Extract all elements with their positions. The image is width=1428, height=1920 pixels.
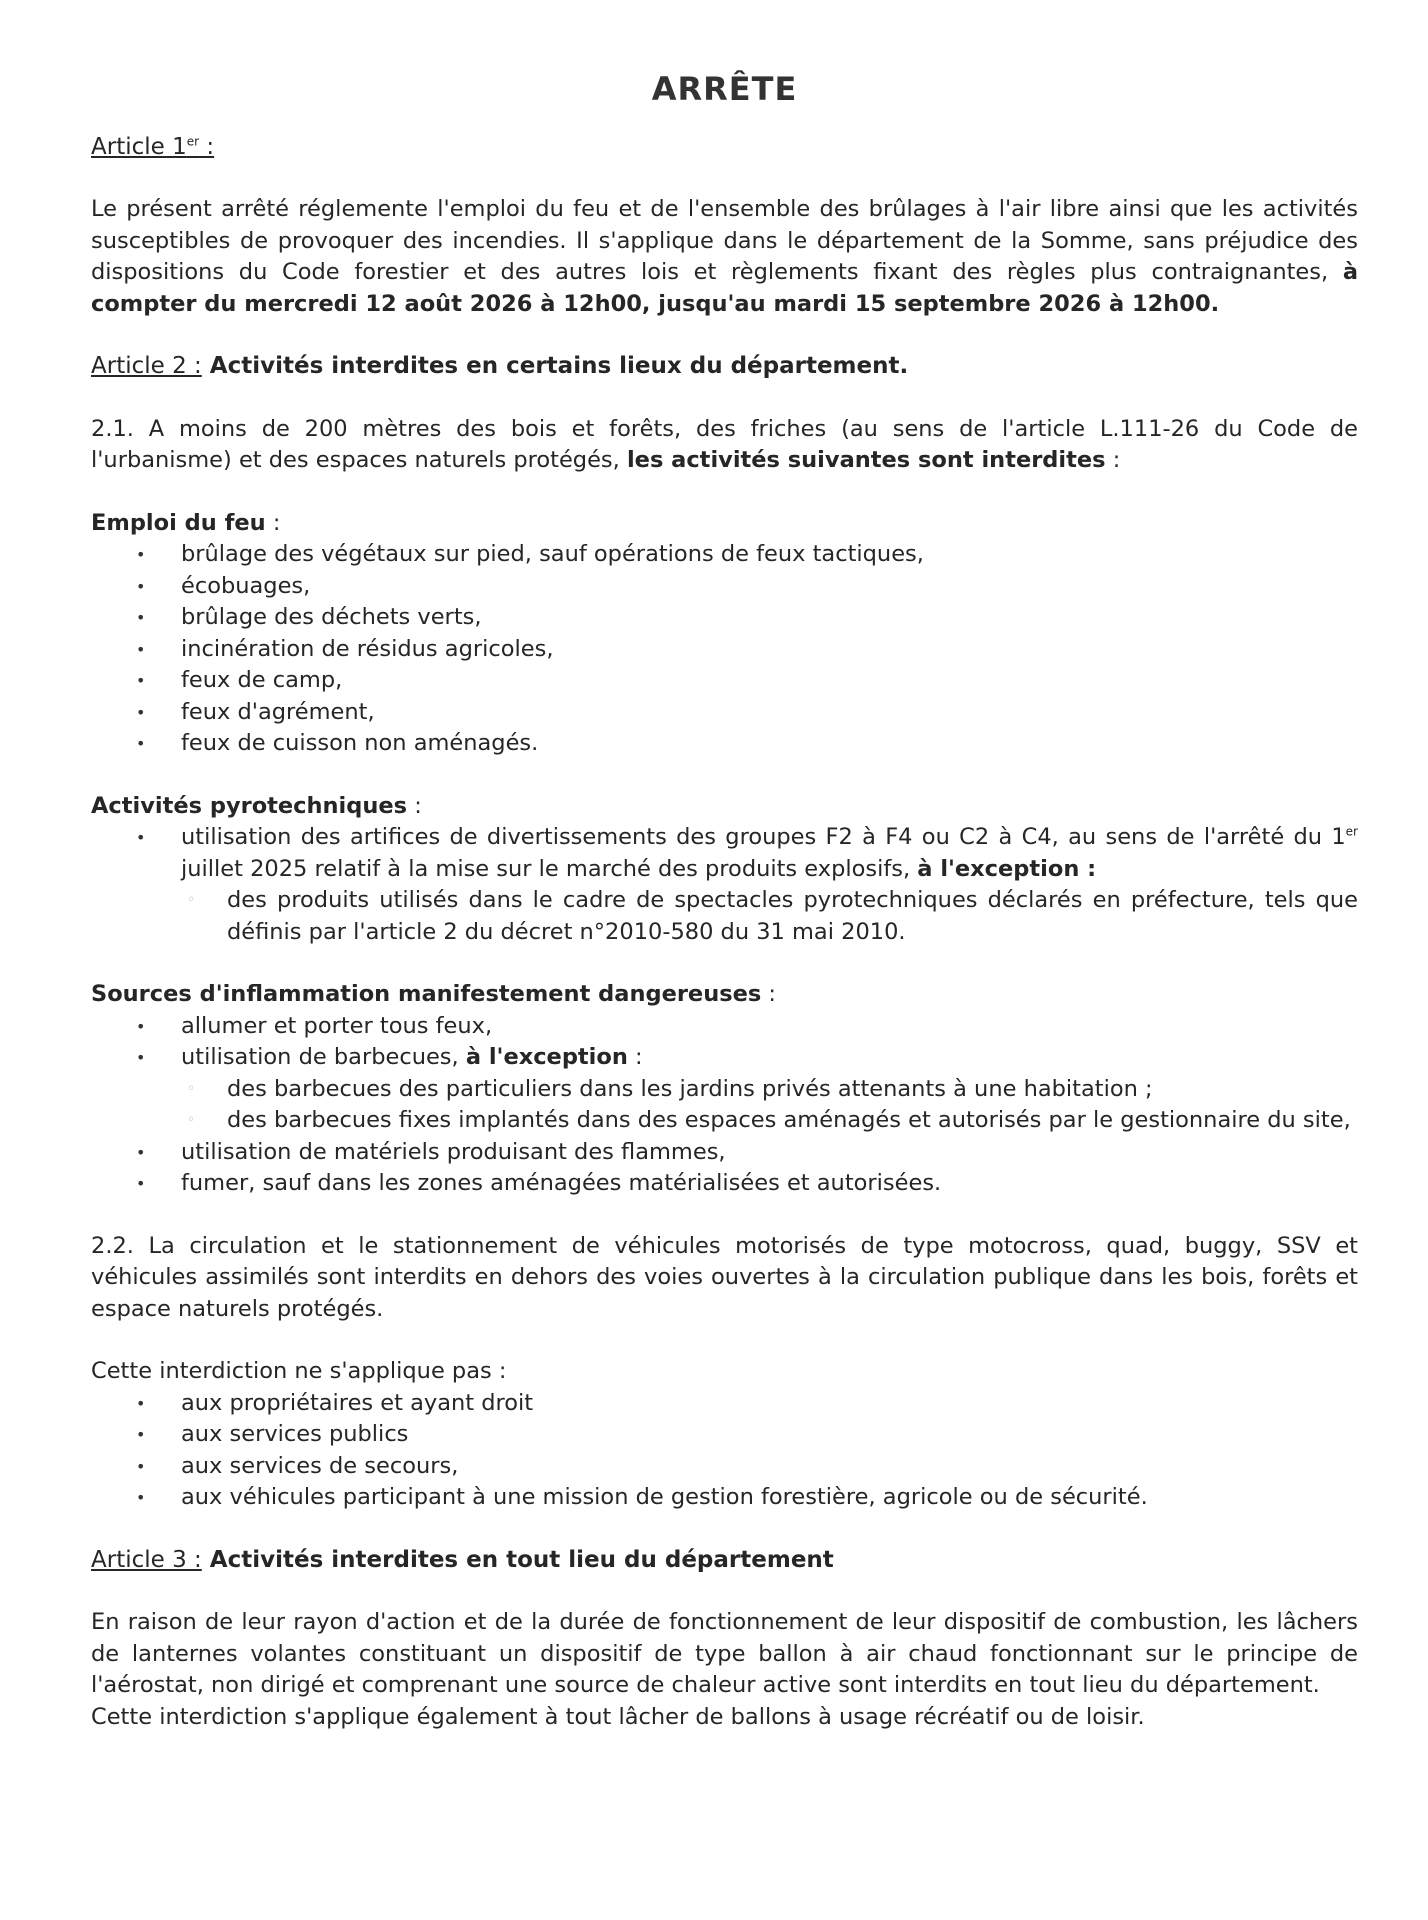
pyro-item-text: utilisation des artifices de divertissements des groupes F2 à F4 ou C2 à C4, au sens de l'arrêté du 1: [181, 824, 1346, 850]
pyro-item-middle: juillet 2025 relatif à la mise sur le marché des produits explosifs,: [181, 855, 918, 882]
sources-list-a: [91, 1011, 1358, 1074]
article2-heading: [91, 351, 1358, 383]
list-item: • brûlage des déchets verts,: [91, 602, 1358, 634]
list-item: • feux de cuisson non aménagés.: [91, 728, 1358, 760]
sources-sublist: [91, 1074, 1358, 1137]
pyro-item-sup: er: [1345, 824, 1358, 839]
list-item: [91, 822, 1358, 885]
sources-heading: [91, 979, 1358, 1011]
spacer: [91, 477, 1358, 508]
article1-paragraph: [91, 194, 1358, 320]
list-item: • aux services de secours,: [91, 1451, 1358, 1483]
sources-heading-suffix: :: [761, 981, 776, 1007]
list-item: • feux d'agrément,: [91, 697, 1358, 729]
list-item: • aux véhicules participant à une mission de gestion forestière, agricole ou de sécurité.: [91, 1482, 1358, 1514]
article1-heading-sup: er: [186, 133, 200, 148]
article1-heading-suffix: :: [199, 133, 215, 160]
sub-list-item: ◦ des barbecues fixes implantés dans des espaces aménagés et autorisés par le gestionnaire du site,: [91, 1105, 1358, 1137]
exception-list: [91, 1388, 1358, 1514]
article1-heading: [91, 132, 1358, 164]
list-item: • fumer, sauf dans les zones aménagées matérialisées et autorisées.: [91, 1168, 1358, 1200]
article3-paragraph: En raison de leur rayon d'action et de la durée de fonctionnement de leur dispositif de combustion, les lâchers de lanternes volantes constituant un dispositif de type ballon à air chaud fonctionnant sur le principe de l'aérostat, non dirigé et comprenant une source de chaleur active sont interdits en tout lieu du département.: [91, 1609, 1358, 1698]
emploi-feu-list: [91, 539, 1358, 760]
pyro-heading-suffix: :: [407, 792, 422, 819]
article2-heading-text: Activités interdites en certains lieux du département.: [201, 353, 909, 379]
sub-list-item: ◦ des produits utilisés dans le cadre de spectacles pyrotechniques déclarés en préfecture, tels que définis par l'article 2 du décret n°2010-580 du 31 mai 2010.: [91, 885, 1358, 948]
article1-heading-label: [91, 134, 214, 160]
article1-text: Le présent arrêté réglemente l'emploi du feu et de l'ensemble des brûlages à l'air libre ainsi que les activités susceptibles de provoquer des incendies. Il s'applique dans le département de la Somme, sans préjudice des dispositions du Code forestier et des autres lois et règlements fixant des règles plus contraignantes,: [91, 196, 1358, 285]
sources-list-b: [91, 1137, 1358, 1200]
pyro-list: [91, 822, 1358, 885]
spacer: [91, 383, 1358, 414]
article1-dates: à compter du mercredi 12 août 2026 à 12h00, jusqu'au mardi 15 septembre 2026 à 12h00.: [91, 259, 1358, 317]
list-item: • utilisation de matériels produisant des flammes,: [91, 1137, 1358, 1169]
pyro-heading-text: Activités pyrotechniques: [91, 792, 408, 819]
spacer: [91, 1514, 1358, 1545]
document-title: ARRÊTE: [651, 70, 798, 108]
emploi-feu-heading: [91, 508, 1358, 540]
article2-heading-label: Article 2 :: [91, 353, 202, 379]
article2-1-after: :: [1105, 447, 1121, 473]
article2-1-text: 2.1. A moins de 200 mètres des bois et forêts, des friches (au sens de l'article L.111-26 du Code de l'urbanisme) et des espaces naturels protégés,: [91, 415, 1358, 473]
article3-heading-label: Article 3 :: [91, 1546, 202, 1573]
sources-item2-text: utilisation de barbecues,: [181, 1044, 466, 1070]
list-item: • aux services publics: [91, 1419, 1358, 1451]
sources-item2-after: :: [627, 1044, 643, 1070]
pyro-heading: [91, 791, 1358, 823]
spacer: [91, 1325, 1358, 1356]
sources-item2-exception: à l'exception: [465, 1044, 628, 1070]
spacer: [91, 320, 1358, 351]
spacer: [91, 163, 1358, 194]
article3-paragraph-2: Cette interdiction s'applique également à tout lâcher de ballons à usage récréatif ou de loisir.: [91, 1703, 1145, 1730]
spacer: [91, 948, 1358, 979]
article2-2-paragraph: 2.2. La circulation et le stationnement de véhicules motorisés de type motocross, quad, buggy, SSV et véhicules assimilés sont interdits en dehors des voies ouvertes à la circulation publique dans les bois, forêts et espace naturels protégés.: [91, 1232, 1358, 1322]
article2-1-paragraph: [91, 414, 1358, 477]
list-item: • incinération de résidus agricoles,: [91, 634, 1358, 666]
list-item: • écobuages,: [91, 571, 1358, 603]
spacer: [91, 1576, 1358, 1607]
article2-1-bold: les activités suivantes sont interdites: [626, 447, 1106, 473]
list-item: • feux de camp,: [91, 665, 1358, 697]
pyro-item-exception: à l'exception :: [917, 855, 1097, 882]
spacer: [91, 760, 1358, 791]
emploi-feu-heading-suffix: :: [265, 509, 281, 536]
sources-heading-text: Sources d'inflammation manifestement dangereuses: [91, 981, 762, 1007]
article3-heading: [91, 1545, 1358, 1577]
spacer: [91, 1200, 1358, 1231]
list-item: • allumer et porter tous feux,: [91, 1011, 1358, 1043]
article3-heading-text: Activités interdites en tout lieu du département: [201, 1546, 834, 1573]
list-item: • aux propriétaires et ayant droit: [91, 1388, 1358, 1420]
list-item: • brûlage des végétaux sur pied, sauf opérations de feux tactiques,: [91, 539, 1358, 571]
article1-heading-prefix: Article 1: [91, 133, 187, 160]
exception-intro: Cette interdiction ne s'applique pas :: [91, 1358, 507, 1384]
pyro-sublist: [91, 885, 1358, 948]
emploi-feu-heading-text: Emploi du feu: [91, 509, 266, 536]
list-item: [91, 1042, 1358, 1074]
sub-list-item: ◦ des barbecues des particuliers dans les jardins privés attenants à une habitation ;: [91, 1074, 1358, 1106]
